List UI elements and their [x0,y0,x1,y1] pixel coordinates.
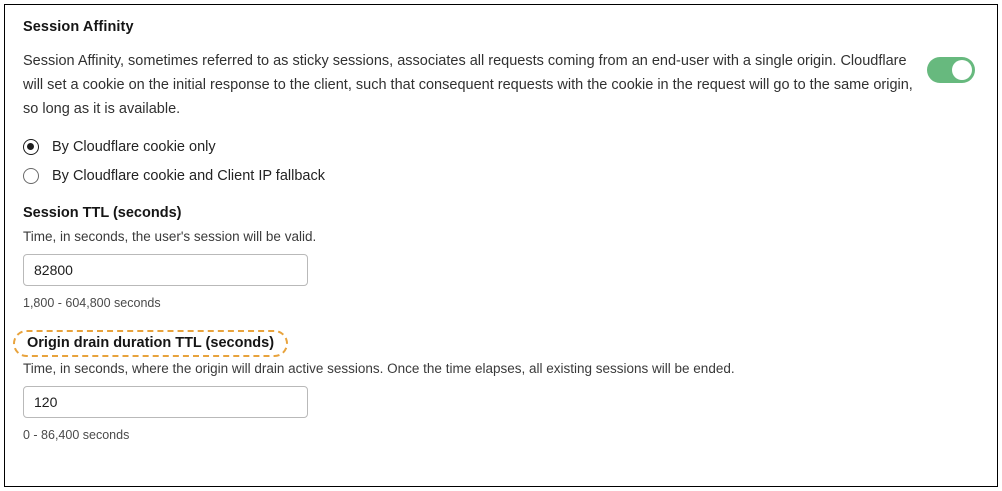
origin-drain-ttl-input[interactable] [23,386,308,418]
session-affinity-toggle[interactable] [927,57,975,83]
origin-drain-ttl-range: 0 - 86,400 seconds [23,428,130,442]
radio-option-label: By Cloudflare cookie and Client IP fallback [52,168,325,184]
radio-button-icon[interactable] [23,139,39,155]
origin-drain-ttl-help: Time, in seconds, where the origin will drain active sessions. Once the time elapses, all existing sessions will be ended. [23,361,735,376]
origin-drain-ttl-field [23,330,979,442]
session-ttl-input[interactable] [23,254,308,286]
section-description: Session Affinity, sometimes referred to as sticky sessions, associates all requests coming from an end-user with a single origin. Cloudflare will set a cookie on the initial response to the client, such that consequent requests with the cookie in the request will go to the same origin, so long as it is available. [23,53,913,117]
session-affinity-panel [4,4,998,487]
toggle-knob [952,60,972,80]
session-ttl-label: Session TTL (seconds) [23,205,182,221]
page-title: Session Affinity [23,19,134,35]
radio-option-cookie-and-ip[interactable] [23,168,979,184]
session-ttl-range: 1,800 - 604,800 seconds [23,296,161,310]
radio-option-label: By Cloudflare cookie only [52,139,216,155]
radio-button-icon[interactable] [23,168,39,184]
session-ttl-field [23,204,979,310]
radio-option-cookie-only[interactable] [23,139,979,155]
session-ttl-help: Time, in seconds, the user's session will be valid. [23,229,317,244]
origin-drain-ttl-label: Origin drain duration TTL (seconds) [13,330,288,357]
